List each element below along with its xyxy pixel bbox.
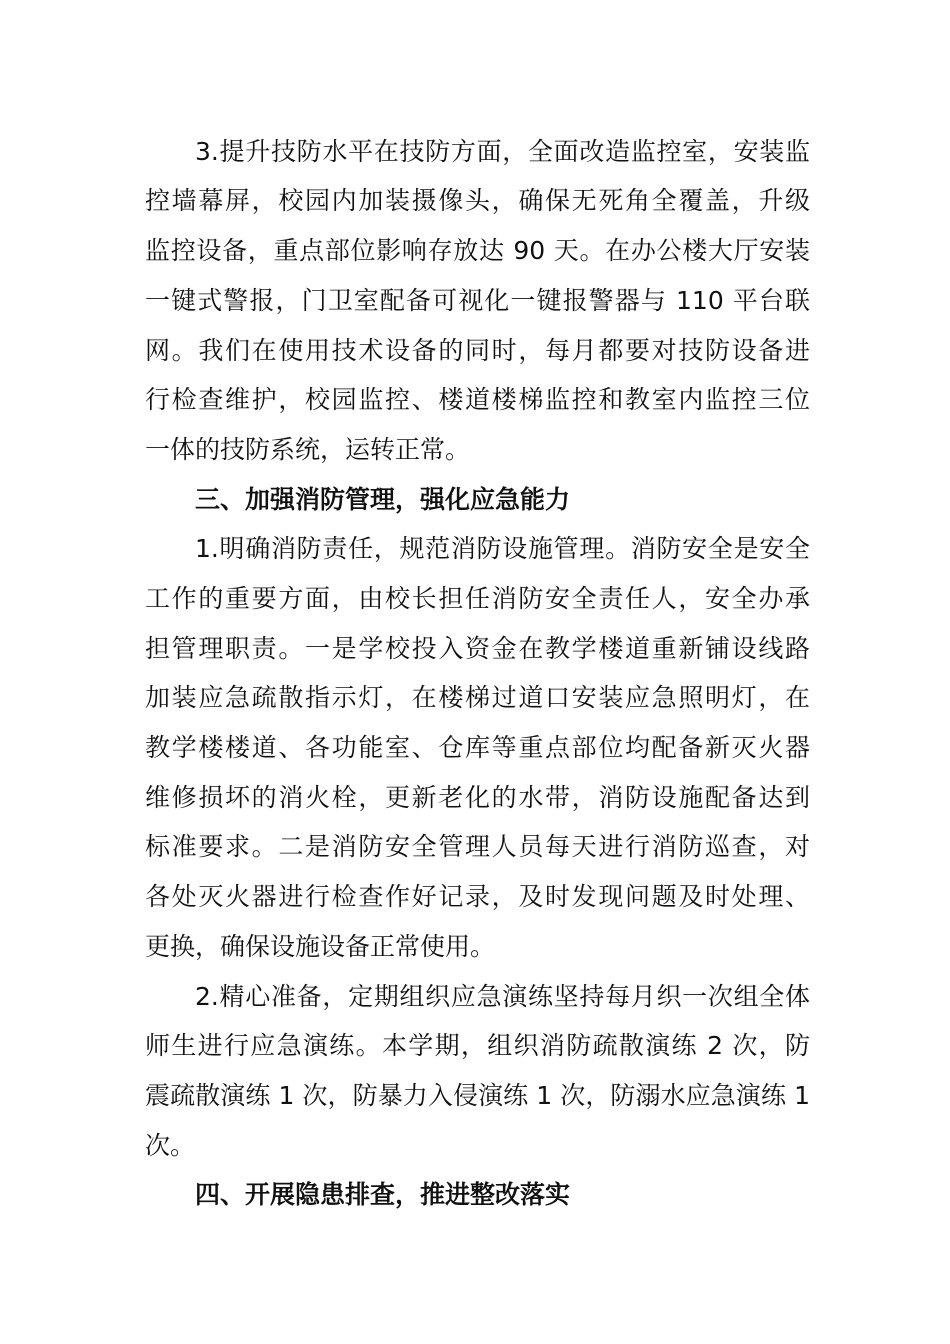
paragraph-line: 加装应急疏散指示灯，在楼梯过道口安装应急照明灯，在 xyxy=(145,683,810,712)
paragraph-line: 网。我们在使用技术设备的同时，每月都要对技防设备进 xyxy=(145,336,810,365)
paragraph-line: 工作的重要方面，由校长担任消防安全责任人，安全办承 xyxy=(145,584,810,613)
paragraph-line: 更换，确保设施设备正常使用。 xyxy=(145,932,496,961)
paragraph-line: 震疏散演练 1 次，防暴力入侵演练 1 次，防溺水应急演练 1 xyxy=(145,1081,810,1110)
section-heading: 四、开展隐患排查，推进整改落实 xyxy=(195,1180,571,1209)
paragraph-line: 控墙幕屏，校园内加装摄像头，确保无死角全覆盖，升级 xyxy=(145,186,810,215)
paragraph-line: 担管理职责。一是学校投入资金在教学楼道重新铺设线路 xyxy=(145,634,810,663)
paragraph-line: 2.精心准备，定期组织应急演练坚持每月织一次组全体 xyxy=(195,982,810,1011)
paragraph-line: 教学楼楼道、各功能室、仓库等重点部位均配备新灭火器 xyxy=(145,733,810,762)
paragraph-line: 一键式警报，门卫室配备可视化一键报警器与 110 平台联 xyxy=(145,286,810,315)
paragraph-line: 行检查维护，校园监控、楼道楼梯监控和教室内监控三位 xyxy=(145,385,810,414)
paragraph-line: 3.提升技防水平在技防方面，全面改造监控室，安装监 xyxy=(195,137,810,166)
paragraph-line: 各处灭火器进行检查作好记录，及时发现问题及时处理、 xyxy=(145,882,810,911)
paragraph-line: 一体的技防系统，运转正常。 xyxy=(145,435,471,464)
paragraph-line: 1.明确消防责任，规范消防设施管理。消防安全是安全 xyxy=(195,534,810,563)
section-heading: 三、加强消防管理，强化应急能力 xyxy=(195,485,571,514)
paragraph-line: 标准要求。二是消防安全管理人员每天进行消防巡查，对 xyxy=(145,832,810,861)
paragraph-line: 监控设备，重点部位影响存放达 90 天。在办公楼大厅安装 xyxy=(145,236,810,265)
paragraph-line: 次。 xyxy=(145,1131,196,1160)
paragraph-line: 维修损坏的消火栓，更新老化的水带，消防设施配备达到 xyxy=(145,783,810,812)
paragraph-line: 师生进行应急演练。本学期，组织消防疏散演练 2 次，防 xyxy=(145,1031,810,1060)
